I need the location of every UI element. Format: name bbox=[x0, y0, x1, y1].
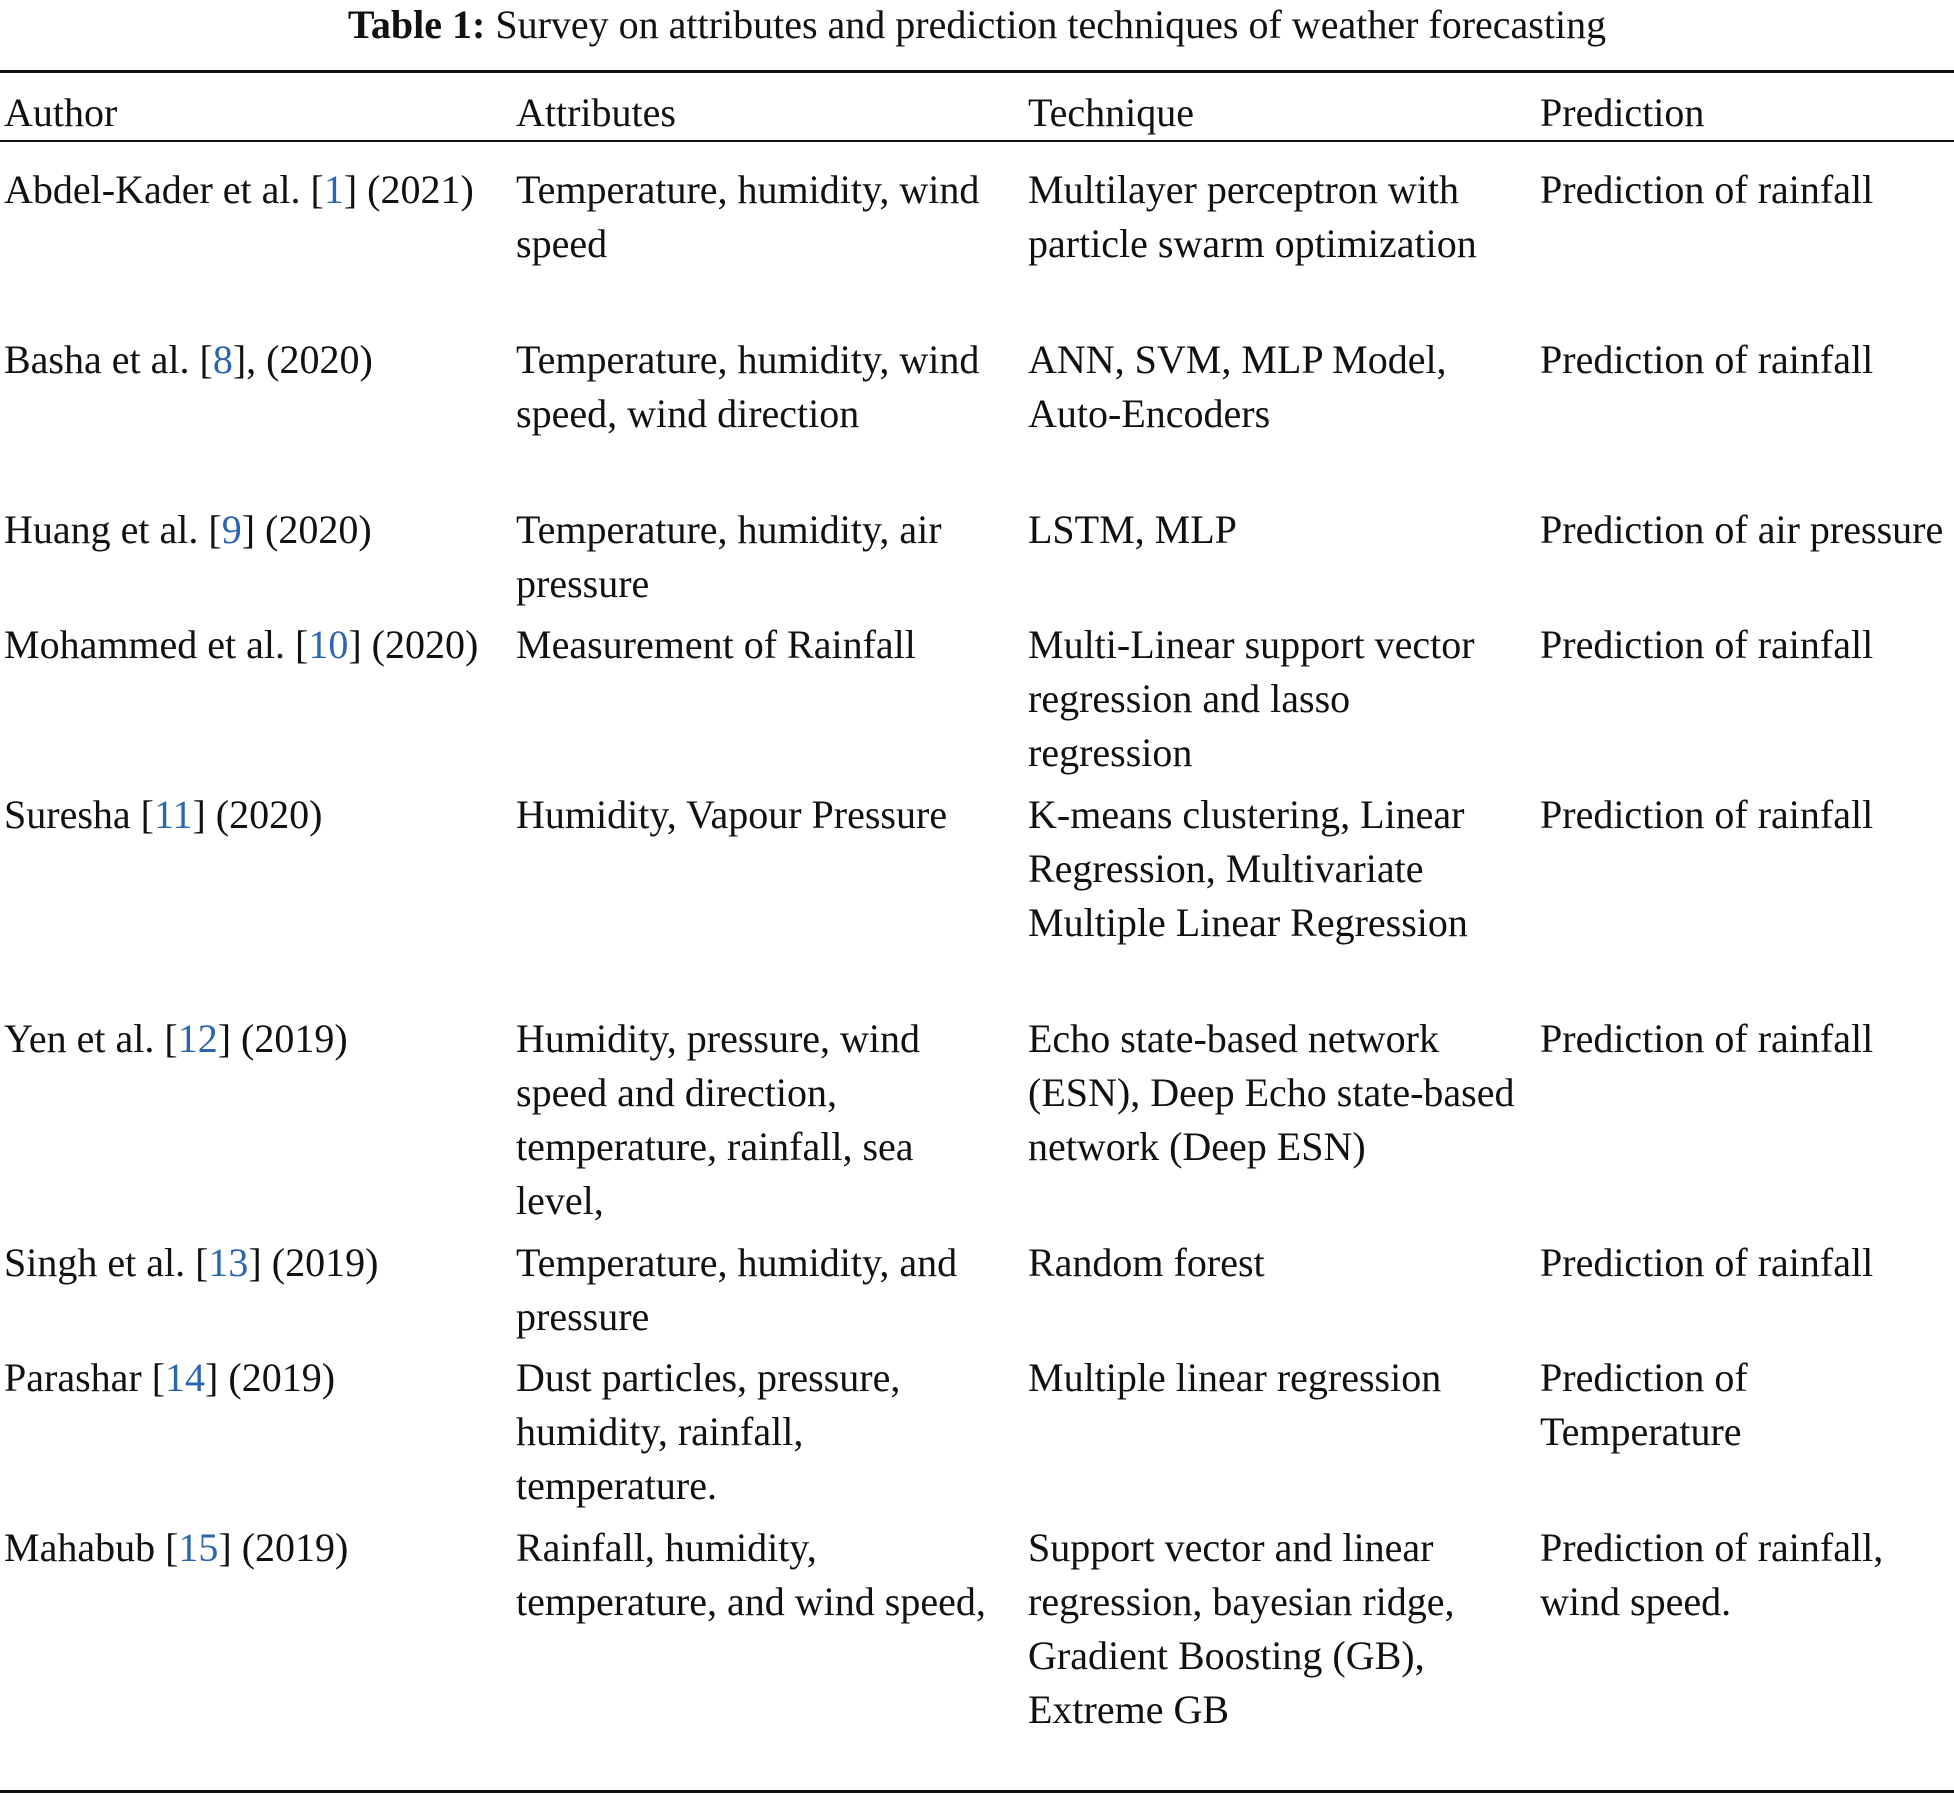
prediction-cell: Prediction of air pressure bbox=[1540, 507, 1944, 552]
citation-link[interactable]: 11 bbox=[153, 792, 193, 837]
header-prediction: Prediction bbox=[1540, 90, 1705, 135]
author-name: Parashar [ bbox=[4, 1355, 166, 1400]
citation-link[interactable]: 8 bbox=[212, 337, 233, 382]
table-row bbox=[0, 333, 1954, 503]
author-name: Basha et al. [ bbox=[4, 337, 213, 382]
author-name: Singh et al. [ bbox=[4, 1240, 209, 1285]
citation-link[interactable]: 13 bbox=[208, 1240, 249, 1285]
technique-cell: LSTM, MLP bbox=[1028, 507, 1237, 552]
citation-link[interactable]: 12 bbox=[177, 1016, 218, 1061]
technique-cell: Support vector and linear regression, bayesian ridge, Gradient Boosting (GB), Extreme GB bbox=[1028, 1525, 1455, 1732]
author-cell bbox=[4, 1351, 504, 1405]
citation-link[interactable]: 1 bbox=[323, 167, 344, 212]
header-rule bbox=[0, 140, 1954, 142]
citation-link[interactable]: 14 bbox=[165, 1355, 206, 1400]
table-row bbox=[0, 1351, 1954, 1521]
attributes-cell: Rainfall, humidity, temperature, and wind speed, bbox=[516, 1525, 986, 1624]
author-year: ] (2020) bbox=[241, 507, 372, 552]
technique-cell: Random forest bbox=[1028, 1240, 1265, 1285]
author-cell bbox=[4, 163, 504, 217]
citation-link[interactable]: 10 bbox=[308, 622, 349, 667]
author-name: Suresha [ bbox=[4, 792, 154, 837]
table-row bbox=[0, 1012, 1954, 1236]
author-name: Mahabub [ bbox=[4, 1525, 179, 1570]
table-caption bbox=[0, 0, 1954, 60]
author-name: Huang et al. [ bbox=[4, 507, 222, 552]
author-cell bbox=[4, 1521, 504, 1575]
header-author: Author bbox=[4, 90, 118, 135]
citation-link[interactable]: 9 bbox=[221, 507, 242, 552]
bottom-rule bbox=[0, 1790, 1954, 1793]
author-cell bbox=[4, 1236, 504, 1290]
attributes-cell: Temperature, humidity, air pressure bbox=[516, 507, 942, 606]
top-rule bbox=[0, 70, 1954, 73]
author-year: ] (2019) bbox=[248, 1240, 379, 1285]
prediction-cell: Prediction of rainfall bbox=[1540, 792, 1874, 837]
author-cell bbox=[4, 503, 504, 557]
citation-link[interactable]: 15 bbox=[178, 1525, 219, 1570]
prediction-cell: Prediction of rainfall, wind speed. bbox=[1540, 1525, 1884, 1624]
author-cell bbox=[4, 618, 504, 672]
prediction-cell: Prediction of rainfall bbox=[1540, 167, 1874, 212]
technique-cell: Echo state-based network (ESN), Deep Echo state-based network (Deep ESN) bbox=[1028, 1016, 1515, 1169]
technique-cell: ANN, SVM, MLP Model, Auto-Encoders bbox=[1028, 337, 1447, 436]
prediction-cell: Prediction of rainfall bbox=[1540, 1240, 1874, 1285]
caption-label: Table 1: bbox=[347, 2, 486, 47]
attributes-cell: Humidity, pressure, wind speed and direction, temperature, rainfall, sea level, bbox=[516, 1016, 921, 1223]
attributes-cell: Measurement of Rainfall bbox=[516, 622, 916, 667]
prediction-cell: Prediction of rainfall bbox=[1540, 1016, 1874, 1061]
technique-cell: Multi-Linear support vector regression and lasso regression bbox=[1028, 622, 1475, 775]
author-name: Mohammed et al. [ bbox=[4, 622, 309, 667]
prediction-cell: Prediction of Temperature bbox=[1540, 1355, 1748, 1454]
author-year: ] (2019) bbox=[205, 1355, 336, 1400]
author-year: ] (2020) bbox=[348, 622, 479, 667]
author-year: ] (2019) bbox=[218, 1525, 349, 1570]
author-cell bbox=[4, 788, 504, 842]
table-row bbox=[0, 618, 1954, 788]
attributes-cell: Temperature, humidity, wind speed, wind direction bbox=[516, 337, 980, 436]
table-row bbox=[0, 163, 1954, 333]
technique-cell: Multilayer perceptron with particle swarm optimization bbox=[1028, 167, 1477, 266]
technique-cell: K-means clustering, Linear Regression, Multivariate Multiple Linear Regression bbox=[1028, 792, 1468, 945]
header-attributes: Attributes bbox=[516, 90, 676, 135]
author-year: ] (2021) bbox=[343, 167, 474, 212]
caption-text: Survey on attributes and prediction techniques of weather forecasting bbox=[495, 2, 1607, 47]
attributes-cell: Temperature, humidity, wind speed bbox=[516, 167, 980, 266]
attributes-cell: Dust particles, pressure, humidity, rainfall, temperature. bbox=[516, 1355, 901, 1508]
author-year: ] (2019) bbox=[217, 1016, 348, 1061]
author-name: Abdel-Kader et al. [ bbox=[4, 167, 324, 212]
prediction-cell: Prediction of rainfall bbox=[1540, 622, 1874, 667]
prediction-cell: Prediction of rainfall bbox=[1540, 337, 1874, 382]
attributes-cell: Temperature, humidity, and pressure bbox=[516, 1240, 958, 1339]
table-row bbox=[0, 1236, 1954, 1351]
technique-cell: Multiple linear regression bbox=[1028, 1355, 1442, 1400]
header-technique: Technique bbox=[1028, 90, 1195, 135]
table-row bbox=[0, 1521, 1954, 1791]
author-name: Yen et al. [ bbox=[4, 1016, 178, 1061]
table-row bbox=[0, 503, 1954, 618]
author-cell bbox=[4, 1012, 504, 1066]
author-year: ], (2020) bbox=[232, 337, 373, 382]
author-cell bbox=[4, 333, 504, 387]
attributes-cell: Humidity, Vapour Pressure bbox=[516, 792, 948, 837]
table-row bbox=[0, 788, 1954, 1012]
author-year: ] (2020) bbox=[192, 792, 323, 837]
table-header-row bbox=[0, 86, 1954, 140]
